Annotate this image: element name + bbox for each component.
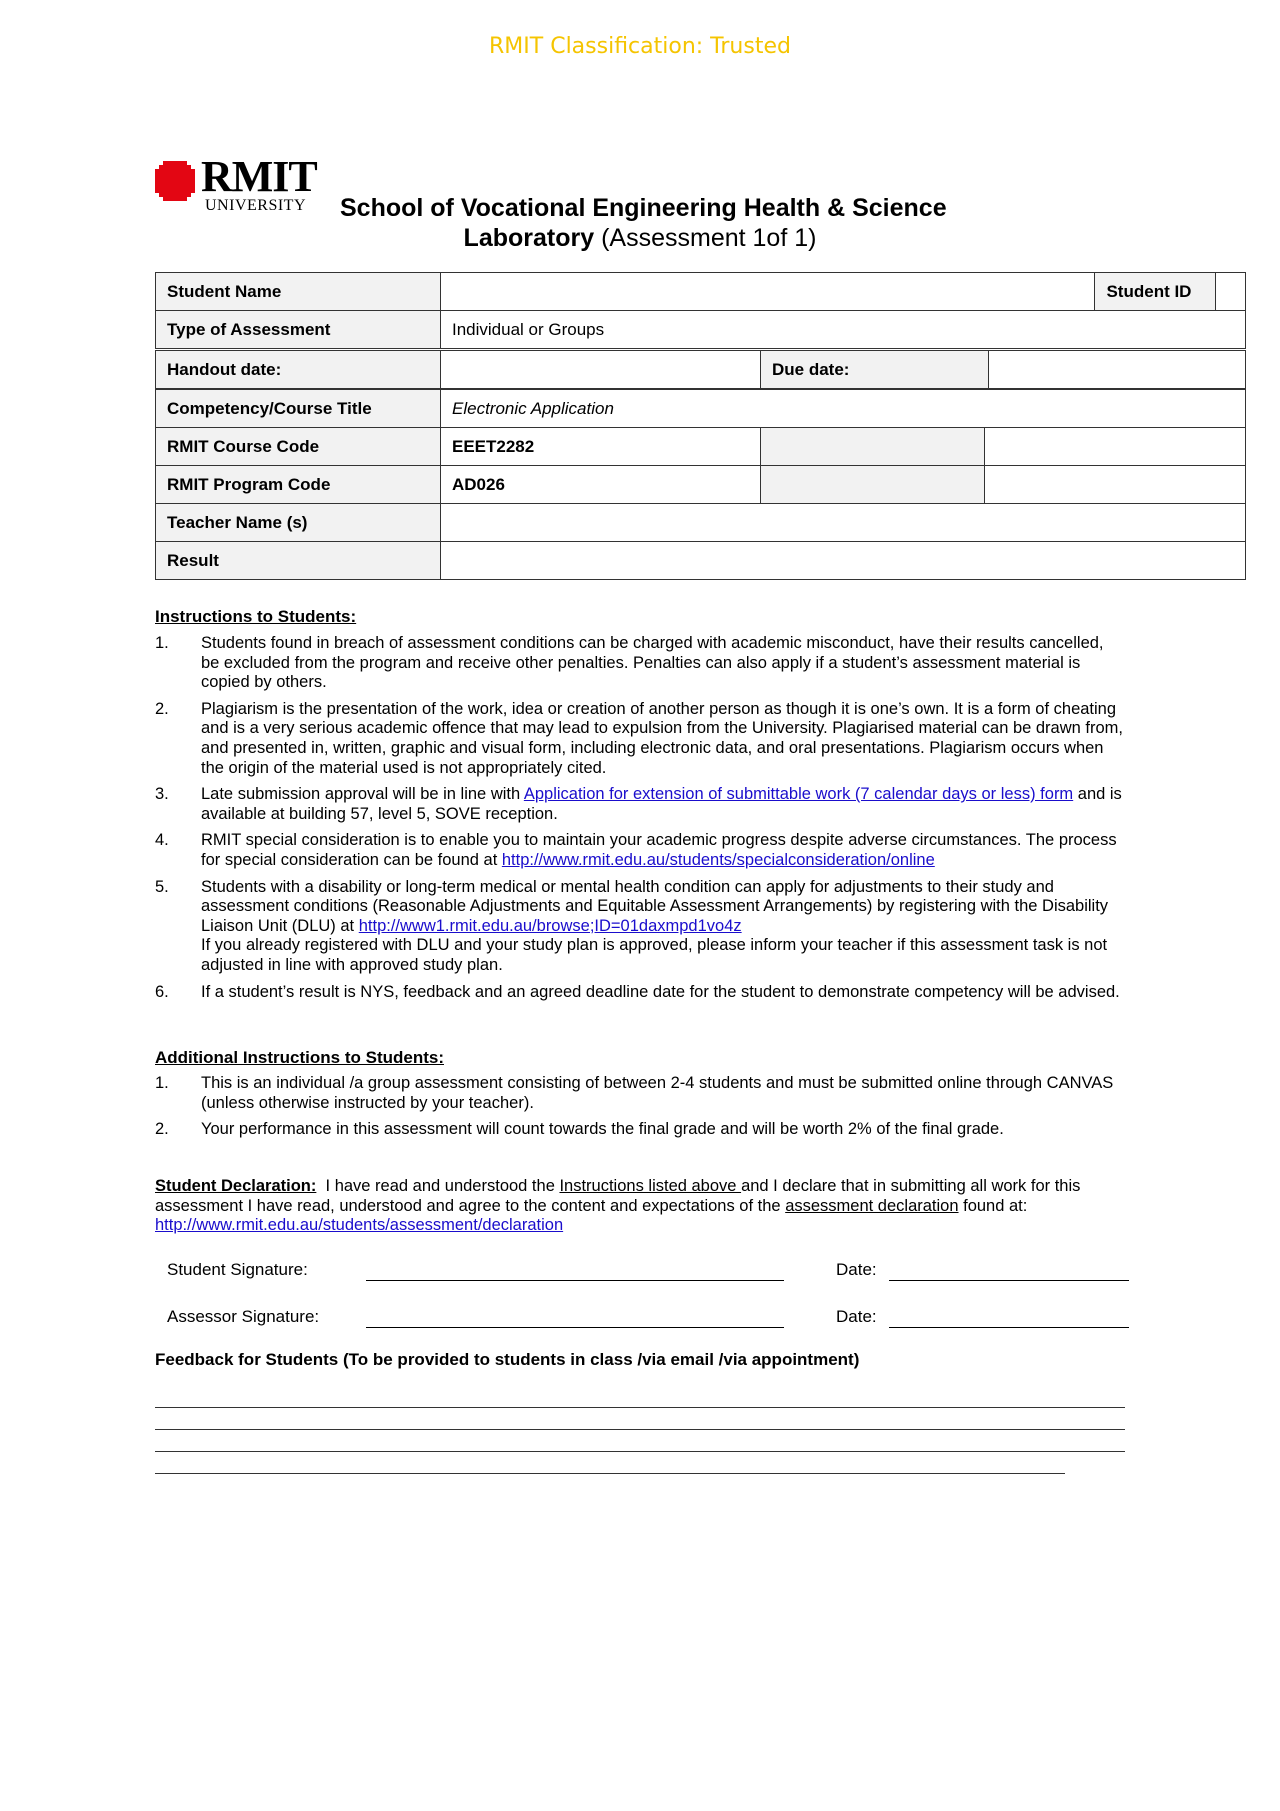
table-row [156, 466, 1246, 504]
assessment-title [0, 224, 1280, 253]
declaration-text: and I declare that in submitting all work for this assessment I have read, understood and agree to the content and expectations of the [155, 1177, 1081, 1215]
list-number: 1. [155, 1074, 169, 1092]
additional-instructions-heading: Additional Instructions to Students: [155, 1048, 444, 1067]
assessment-title-rest: (Assessment 1of 1) [594, 224, 817, 252]
declaration-text: found at: [958, 1196, 1028, 1215]
result-label: Result [156, 542, 441, 580]
list-text: Students with a disability or long-term medical or mental health condition can apply for adjustments to their study and assessment conditions (Reasonable Adjustments and Equitable Assessment Arrangements) by registering with the Disability Liaison Unit (DLU) at [201, 877, 1109, 935]
list-number: 5. [155, 877, 169, 896]
table-row [156, 504, 1246, 542]
rmit-logo [155, 152, 320, 217]
student-signature-line[interactable] [366, 1280, 784, 1281]
list-text: Late submission approval will be in line with [201, 785, 524, 804]
competency-label: Competency/Course Title [156, 390, 441, 428]
assessor-signature-label: Assessor Signature: [167, 1307, 320, 1326]
assessment-info-table-dates [155, 350, 1246, 389]
due-date-field[interactable] [989, 351, 1246, 389]
table-row [156, 542, 1246, 580]
list-text: RMIT special consideration is to enable you to maintain your academic progress despite adverse circumstances. The process for special consideration can be found at [201, 831, 1117, 869]
program-code-label: RMIT Program Code [156, 466, 441, 504]
assessor-signature-line[interactable] [366, 1327, 784, 1328]
list-number: 1. [155, 634, 169, 652]
course-code-extra-cell [761, 428, 985, 466]
dlu-link[interactable]: http://www1.rmit.edu.au/browse;ID=01daxmpd1vo4z [358, 916, 742, 935]
list-item [155, 878, 1125, 976]
feedback-line[interactable] [155, 1429, 1125, 1430]
list-number: 4. [155, 831, 169, 850]
student-name-label: Student Name [156, 273, 441, 311]
program-code-value: AD026 [441, 466, 761, 504]
handout-date-field[interactable] [441, 351, 761, 389]
classification-label: RMIT Classification: Trusted [489, 34, 791, 59]
assessor-date-line[interactable] [889, 1327, 1129, 1328]
handout-date-label: Handout date: [156, 351, 441, 389]
student-signature-label: Student Signature: [167, 1260, 308, 1279]
course-code-value: EEET2282 [441, 428, 761, 466]
list-number: 3. [155, 785, 169, 804]
list-number: 2. [155, 1120, 169, 1139]
additional-instructions-list [155, 1074, 1125, 1147]
list-item [155, 700, 1125, 778]
student-declaration [155, 1177, 1135, 1236]
program-code-extra-field [985, 466, 1246, 504]
student-name-field[interactable] [441, 273, 1095, 311]
rmit-pixel-logo-icon [155, 161, 195, 201]
type-of-assessment-value: Individual or Groups [441, 311, 1246, 349]
table-row [156, 390, 1246, 428]
list-number: 2. [155, 699, 169, 718]
student-date-label: Date: [836, 1260, 877, 1279]
list-text: and is available at building 57, level 5, SOVE reception. [201, 785, 1122, 823]
logo-wordmark: RMIT [201, 152, 317, 201]
table-row [156, 273, 1246, 311]
table-row [156, 351, 1246, 389]
feedback-line[interactable] [155, 1451, 1125, 1452]
student-id-label: Student ID [1095, 273, 1216, 311]
list-item [155, 831, 1125, 870]
list-text: This is an individual /a group assessment consisting of between 2-4 students and must be submitted online through CANVAS (unless otherwise instructed by your teacher). [201, 1074, 1114, 1112]
result-field[interactable] [441, 542, 1246, 580]
declaration-text: I have read and understood the [316, 1177, 560, 1195]
extension-form-link[interactable]: Application for extension of submittable work (7 calendar days or less) form [523, 785, 1074, 804]
list-text: If you already registered with DLU and your study plan is approved, please inform your teacher if this assessment task is not adjusted in line with approved study plan. [201, 936, 1108, 974]
declaration-link[interactable]: http://www.rmit.edu.au/students/assessment/declaration [155, 1216, 564, 1235]
assessment-info-table [155, 272, 1246, 349]
due-date-label: Due date: [761, 351, 989, 389]
instructions-heading: Instructions to Students: [155, 607, 357, 626]
course-code-extra-field [985, 428, 1246, 466]
table-row [156, 311, 1246, 349]
student-id-field[interactable] [1216, 273, 1246, 311]
declaration-label: Student Declaration: [155, 1177, 317, 1195]
feedback-line[interactable] [155, 1473, 1065, 1474]
list-text: Your performance in this assessment will count towards the final grade and will be worth 2% of the final grade. [201, 1120, 1004, 1139]
instructions-list [155, 634, 1125, 1009]
table-row [156, 428, 1246, 466]
course-code-label: RMIT Course Code [156, 428, 441, 466]
logo-subtitle: UNIVERSITY [205, 197, 306, 214]
special-consideration-link[interactable]: http://www.rmit.edu.au/students/specialconsideration/online [501, 850, 935, 869]
program-code-extra-cell [761, 466, 985, 504]
assessor-date-label: Date: [836, 1307, 877, 1326]
list-item [155, 634, 1125, 693]
teacher-name-field[interactable] [441, 504, 1246, 542]
list-text: Plagiarism is the presentation of the work, idea or creation of another person as though it is one’s own. It is a form of cheating and is a very serious academic offence that may lead to expulsion from the University. Plagiarised material can be drawn from, and presented in, written, graphic and visual form, including electronic data, and oral presentations. Plagiarism occurs when the origin of the material used is not appropriately cited. [201, 699, 1123, 777]
teacher-name-label: Teacher Name (s) [156, 504, 441, 542]
feedback-line[interactable] [155, 1407, 1125, 1408]
assessment-title-bold: Laboratory [463, 224, 595, 252]
list-item [155, 1120, 1125, 1140]
list-number: 6. [155, 982, 169, 1001]
student-date-line[interactable] [889, 1280, 1129, 1281]
competency-value: Electronic Application [441, 390, 1246, 428]
school-title: School of Vocational Engineering Health & Science [340, 194, 947, 222]
declaration-text-underlined: Instructions listed above [559, 1177, 742, 1195]
feedback-heading: Feedback for Students (To be provided to students in class /via email /via appointment) [155, 1350, 860, 1369]
list-item [155, 983, 1125, 1003]
type-of-assessment-label: Type of Assessment [156, 311, 441, 349]
assessment-info-table-course [155, 389, 1246, 580]
list-item [155, 785, 1125, 824]
list-text: Students found in breach of assessment conditions can be charged with academic misconduct, have their results cancelled, be excluded from the program and receive other penalties. Penalties can also apply if a student’s assessment material is copied by others. [201, 634, 1104, 692]
declaration-text-underlined: assessment declaration [785, 1196, 959, 1215]
list-item [155, 1074, 1125, 1113]
list-text: If a student’s result is NYS, feedback and an agreed deadline date for the student to demonstrate competency will be advised. [201, 982, 1120, 1001]
